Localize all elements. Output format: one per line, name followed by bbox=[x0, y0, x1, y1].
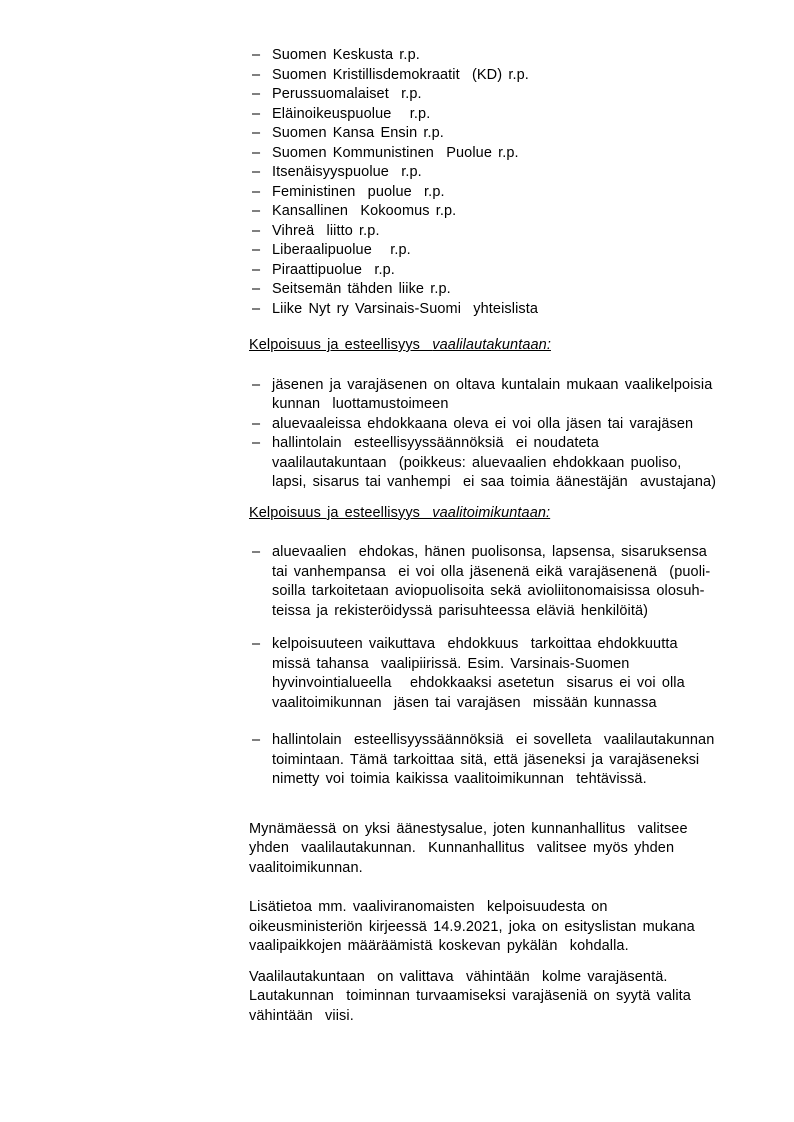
section-kelpoisuus-vaalitoimikunta bbox=[249, 504, 749, 790]
bullet-line: soilla tarkoitetaan aviopuolisoita sekä avioliitonomaisissa olosuh- bbox=[272, 583, 705, 599]
paragraph-line: Lautakunnan toiminnan turvaamiseksi varajäseniä on syytä valita bbox=[249, 988, 691, 1004]
closing-paragraphs bbox=[249, 820, 749, 1027]
party-list-item bbox=[249, 280, 749, 300]
paragraph-line: Mynämäessä on yksi äänestysalue, joten kunnanhallitus valitsee bbox=[249, 820, 688, 837]
bullet-line: hallintolain esteellisyyssäännöksiä ei noudateta bbox=[272, 435, 599, 451]
bullet-item bbox=[249, 434, 749, 493]
party-list-item bbox=[249, 163, 749, 183]
dash-bullet: – bbox=[252, 66, 261, 83]
bullet-line: toimintaan. Tämä tarkoittaa sitä, että jäseneksi ja varajäseneksi bbox=[272, 751, 700, 768]
party-list-item bbox=[249, 183, 749, 203]
bullet-text bbox=[272, 731, 749, 790]
bullet-item bbox=[249, 376, 749, 415]
bullet-line: nimetty voi toimia kaikissa vaalitoimikunnan tehtävissä. bbox=[272, 771, 647, 787]
bullet-item bbox=[249, 415, 749, 435]
party-name: Itsenäisyyspuolue r.p. bbox=[272, 164, 422, 180]
dash-bullet: – bbox=[252, 415, 261, 432]
bullet-item bbox=[249, 543, 749, 621]
party-name: Liberaalipuolue r.p. bbox=[272, 242, 411, 258]
paragraph bbox=[249, 820, 749, 879]
bullet-item bbox=[249, 635, 749, 713]
bullet-line: vaalitoimikunnan jäsen tai varajäsen missään kunnassa bbox=[272, 694, 657, 711]
party-list-item bbox=[249, 85, 749, 105]
party-list-item bbox=[249, 241, 749, 261]
party-name: Suomen Kansa Ensin r.p. bbox=[272, 125, 444, 141]
bullet-line: kunnan luottamustoimeen bbox=[272, 396, 449, 412]
bullet-line: hallintolain esteellisyyssäännöksiä ei sovelleta vaalilautakunnan bbox=[272, 732, 715, 748]
bullet-item bbox=[249, 731, 749, 790]
dash-bullet: – bbox=[252, 636, 261, 652]
paragraph-line: Vaalilautakuntaan on valittava vähintään kolme varajäsentä. bbox=[249, 968, 668, 985]
bullet-text bbox=[272, 415, 749, 435]
document-content bbox=[249, 46, 749, 1026]
dash-bullet: – bbox=[252, 376, 261, 393]
bullet-list-vaalilautakunta bbox=[249, 376, 749, 493]
dash-bullet: – bbox=[252, 125, 261, 141]
party-list-item bbox=[249, 46, 749, 66]
party-name: Kansallinen Kokoomus r.p. bbox=[272, 203, 457, 219]
party-name: Perussuomalaiset r.p. bbox=[272, 86, 422, 102]
dash-bullet: – bbox=[252, 732, 261, 748]
party-name: Piraattipuolue r.p. bbox=[272, 261, 395, 278]
party-list-item bbox=[249, 66, 749, 86]
party-name: Feministinen puolue r.p. bbox=[272, 183, 445, 200]
dash-bullet: – bbox=[252, 242, 261, 258]
bullet-line: teissa ja rekisteröidyssä parisuhteessa eläviä henkilöitä) bbox=[272, 602, 649, 619]
party-name: Eläinoikeuspuolue r.p. bbox=[272, 105, 431, 122]
dash-bullet: – bbox=[252, 261, 261, 278]
bullet-text bbox=[272, 635, 749, 713]
paragraph bbox=[249, 898, 749, 957]
heading-kelpoisuus-vaalilautakunta bbox=[249, 336, 749, 356]
party-name: Seitsemän tähden liike r.p. bbox=[272, 281, 451, 297]
heading-italic-text: vaalilautakuntaan: bbox=[432, 337, 551, 353]
paragraph-line: Lisätietoa mm. vaaliviranomaisten kelpoisuudesta on bbox=[249, 899, 608, 915]
heading-italic-text: vaalitoimikuntaan: bbox=[432, 504, 551, 521]
bullet-line: aluevaalien ehdokas, hänen puolisonsa, lapsensa, sisaruksensa bbox=[272, 544, 707, 560]
paragraph-line: oikeusministeriön kirjeessä 14.9.2021, joka on esityslistan mukana bbox=[249, 918, 695, 935]
heading-normal-text: Kelpoisuus ja esteellisyys bbox=[249, 337, 433, 353]
dash-bullet: – bbox=[252, 435, 261, 451]
dash-bullet: – bbox=[252, 183, 261, 200]
bullet-line: kelpoisuuteen vaikuttava ehdokkuus tarkoittaa ehdokkuutta bbox=[272, 636, 678, 652]
bullet-line: hyvinvointialueella ehdokkaaksi asetetun sisarus ei voi olla bbox=[272, 675, 685, 691]
dash-bullet: – bbox=[252, 203, 261, 219]
bullet-text bbox=[272, 376, 749, 415]
party-name: Vihreä liitto r.p. bbox=[272, 222, 380, 239]
party-list-item bbox=[249, 300, 749, 320]
section-kelpoisuus-vaalilautakunta bbox=[249, 336, 749, 493]
party-list bbox=[249, 46, 749, 319]
dash-bullet: – bbox=[252, 86, 261, 102]
bullet-text bbox=[272, 434, 749, 493]
dash-bullet: – bbox=[252, 105, 261, 122]
bullet-line: aluevaaleissa ehdokkaana oleva ei voi olla jäsen tai varajäsen bbox=[272, 415, 694, 432]
party-name: Suomen Kommunistinen Puolue r.p. bbox=[272, 144, 519, 161]
dash-bullet: – bbox=[252, 544, 261, 560]
bullet-line: jäsenen ja varajäsenen on oltava kuntalain mukaan vaalikelpoisia bbox=[272, 376, 713, 393]
bullet-line: lapsi, sisarus tai vanhempi ei saa toimia äänestäjän avustajana) bbox=[272, 474, 717, 490]
dash-bullet: – bbox=[252, 281, 261, 297]
paragraph-line: vaalitoimikunnan. bbox=[249, 859, 363, 876]
heading-normal-text: Kelpoisuus ja esteellisyys bbox=[249, 504, 433, 521]
heading-kelpoisuus-vaalitoimikunta bbox=[249, 504, 749, 524]
bullet-list-vaalitoimikunta bbox=[249, 543, 749, 790]
dash-bullet: – bbox=[252, 300, 261, 317]
party-name: Liike Nyt ry Varsinais-Suomi yhteislista bbox=[272, 300, 539, 317]
dash-bullet: – bbox=[252, 222, 261, 239]
party-name: Suomen Keskusta r.p. bbox=[272, 47, 420, 63]
party-list-item bbox=[249, 144, 749, 164]
dash-bullet: – bbox=[252, 144, 261, 161]
bullet-line: tai vanhempansa ei voi olla jäsenenä eikä varajäsenenä (puoli- bbox=[272, 563, 711, 580]
party-list-item bbox=[249, 124, 749, 144]
party-list-item bbox=[249, 222, 749, 242]
paragraph-line: yhden vaalilautakunnan. Kunnanhallitus valitsee myös yhden bbox=[249, 840, 675, 856]
paragraph-line: vähintään viisi. bbox=[249, 1007, 354, 1024]
party-list-item bbox=[249, 202, 749, 222]
dash-bullet: – bbox=[252, 47, 261, 63]
party-list-item bbox=[249, 261, 749, 281]
paragraph bbox=[249, 968, 749, 1027]
party-name: Suomen Kristillisdemokraatit (KD) r.p. bbox=[272, 66, 529, 83]
bullet-line: missä tahansa vaalipiirissä. Esim. Varsinais-Suomen bbox=[272, 655, 630, 672]
dash-bullet: – bbox=[252, 164, 261, 180]
bullet-line: vaalilautakuntaan (poikkeus: aluevaalien ehdokkaan puoliso, bbox=[272, 454, 682, 471]
party-list-item bbox=[249, 105, 749, 125]
paragraph-line: vaalipaikkojen määräämistä koskevan pykälän kohdalla. bbox=[249, 938, 629, 954]
bullet-text bbox=[272, 543, 749, 621]
